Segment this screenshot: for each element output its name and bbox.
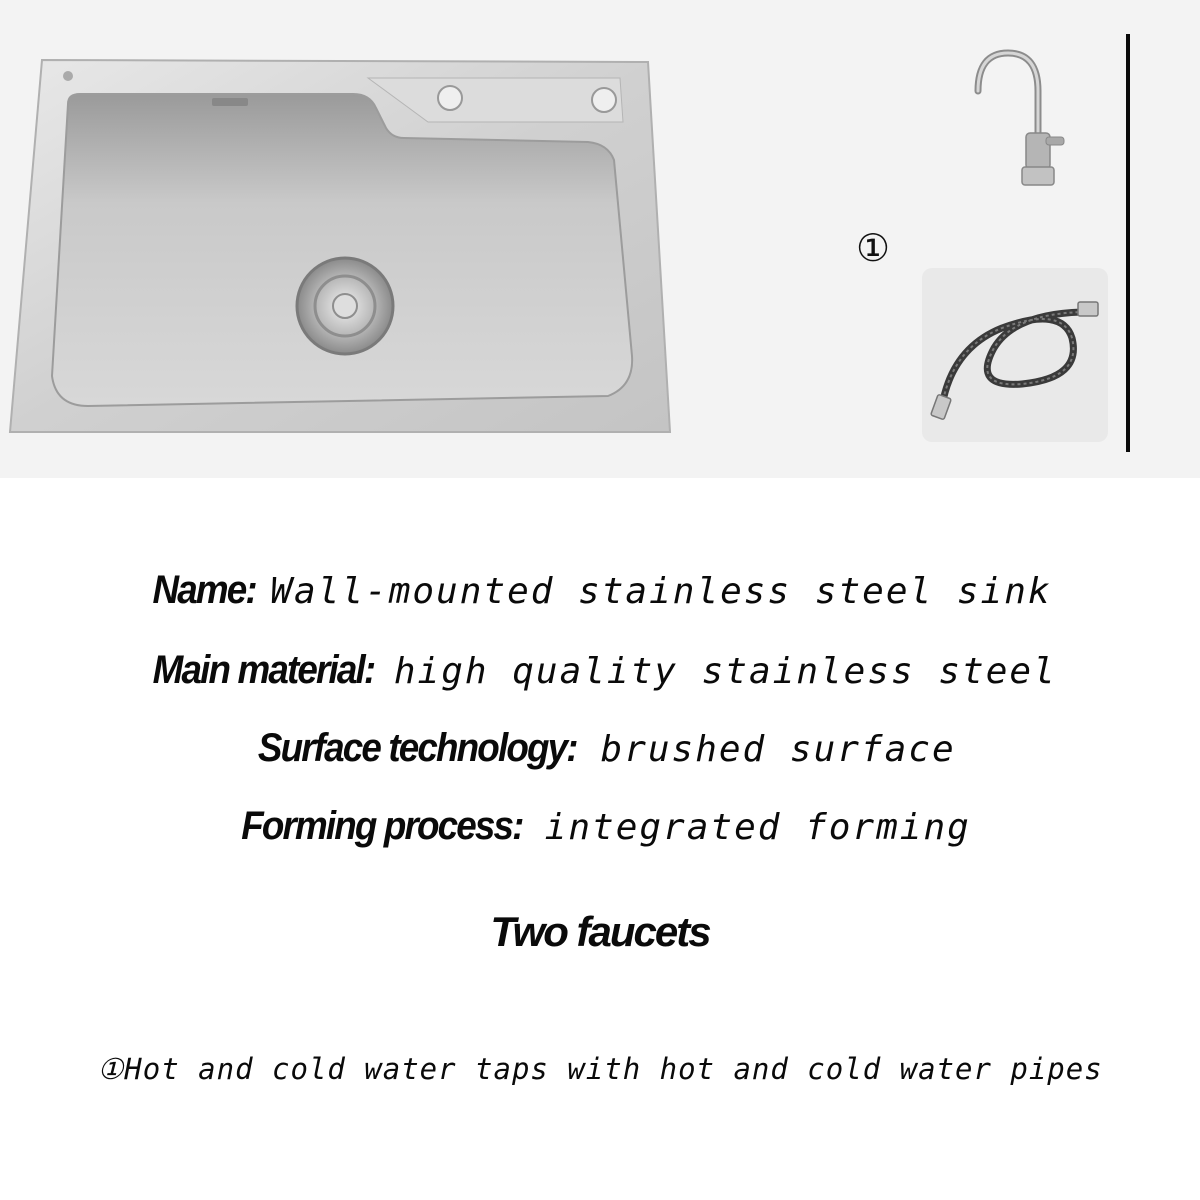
section-heading: Two faucets <box>490 908 710 955</box>
sink-image <box>8 56 678 441</box>
spec-label: Name: <box>152 568 257 612</box>
spec-value: brushed surface <box>600 729 956 770</box>
water-pipe-image <box>922 268 1108 442</box>
spec-forming-process <box>0 804 1200 849</box>
spec-label: Forming process: <box>241 804 523 848</box>
faucet-image <box>960 45 1070 195</box>
spec-main-material <box>0 648 1200 693</box>
spec-label: Surface technology: <box>258 726 578 770</box>
option-marker: ① <box>855 226 891 270</box>
vertical-divider <box>1126 34 1130 452</box>
spec-value: high quality stainless steel <box>393 651 1057 692</box>
spec-label: Main material: <box>152 648 375 692</box>
spec-value: Wall-mounted stainless steel sink <box>270 571 1052 612</box>
spec-surface-technology <box>0 726 1200 771</box>
product-photo-area <box>0 0 1200 478</box>
spec-name <box>0 568 1200 613</box>
option-note: ①Hot and cold water taps with hot and cold water pipes <box>97 1052 1103 1086</box>
spec-value: integrated forming <box>544 807 971 848</box>
